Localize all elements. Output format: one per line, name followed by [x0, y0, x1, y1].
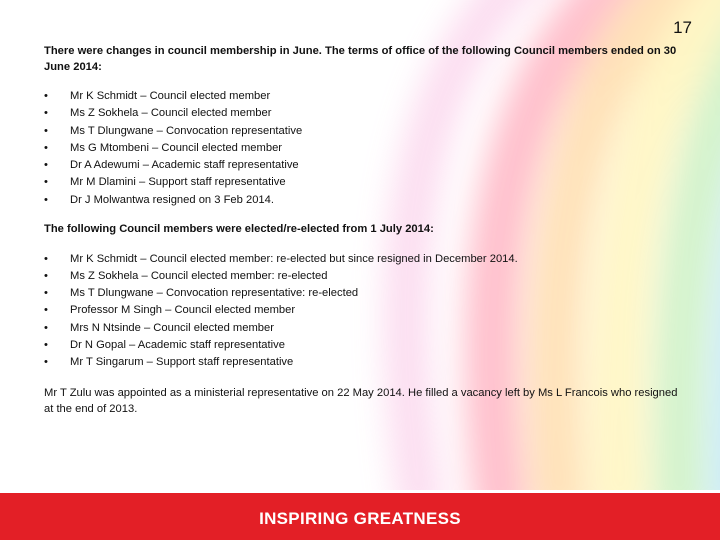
- bullet: •: [44, 193, 48, 206]
- bullet: •: [44, 90, 48, 102]
- list-item-text: Dr N Gopal – Academic staff representative: [70, 339, 285, 352]
- ended-terms-list: [44, 88, 684, 209]
- list-item: [44, 123, 684, 140]
- bullet: •: [44, 269, 48, 282]
- list-item-text: Professor M Singh – Council elected member: [70, 304, 296, 317]
- list-item: [44, 174, 684, 191]
- list-item: [44, 302, 684, 319]
- bullet: •: [44, 141, 48, 154]
- closing-paragraph: Mr T Zulu was appointed as a ministerial representative on 22 May 2014. He filled a vacancy left by Ms L Francois who resigned at the end of 2013.: [44, 386, 678, 415]
- document-body: [44, 44, 684, 417]
- list-item-text: Ms Z Sokhela – Council elected member: [70, 107, 272, 120]
- page-number: 17: [673, 18, 692, 37]
- intro-ended-terms: There were changes in council membership in June. The terms of office of the following Council members ended on 30 June 2014:: [44, 45, 677, 73]
- list-item: [44, 157, 684, 174]
- list-item-text: Mr T Singarum – Support staff representative: [70, 356, 294, 369]
- bullet: •: [44, 339, 48, 352]
- list-item-text: Ms T Dlungwane – Convocation representative: re-elected: [70, 287, 359, 300]
- list-item-text: Ms G Mtombeni – Council elected member: [70, 141, 283, 154]
- list-item: [44, 251, 684, 268]
- footer-slogan: INSPIRING GREATNESS: [259, 508, 461, 528]
- list-item-text: Ms Z Sokhela – Council elected member: re-elected: [70, 269, 328, 282]
- list-item-text: Dr A Adewumi – Academic staff representative: [70, 159, 299, 172]
- list-item: [44, 320, 684, 337]
- list-item-text: Mr K Schmidt – Council elected member: re-elected but since resigned in December 2014.: [70, 252, 518, 265]
- list-item-text: Mrs N Ntsinde – Council elected member: [70, 321, 274, 334]
- list-item: [44, 268, 684, 285]
- bullet: •: [44, 176, 48, 189]
- list-item-text: Mr M Dlamini – Support staff representative: [70, 176, 286, 189]
- bullet: •: [44, 124, 48, 137]
- elected-list: [44, 251, 684, 372]
- list-item-text: Mr K Schmidt – Council elected member: [70, 90, 271, 102]
- list-item: [44, 140, 684, 157]
- list-item: [44, 337, 684, 354]
- bullet: •: [44, 252, 48, 265]
- bullet: •: [44, 287, 48, 300]
- bullet: •: [44, 304, 48, 317]
- list-item-text: Ms T Dlungwane – Convocation representative: [70, 124, 303, 137]
- list-item: [44, 192, 684, 209]
- bullet: •: [44, 107, 48, 120]
- bullet: •: [44, 356, 48, 369]
- bullet: •: [44, 159, 48, 172]
- intro-elected: The following Council members were elected/re-elected from 1 July 2014:: [44, 223, 434, 236]
- list-item: [44, 105, 684, 122]
- bullet: •: [44, 321, 48, 334]
- list-item: [44, 88, 684, 105]
- list-item-text: Dr J Molwantwa resigned on 3 Feb 2014.: [70, 193, 274, 206]
- list-item: [44, 354, 684, 371]
- footer-banner: [0, 493, 720, 540]
- list-item: [44, 285, 684, 302]
